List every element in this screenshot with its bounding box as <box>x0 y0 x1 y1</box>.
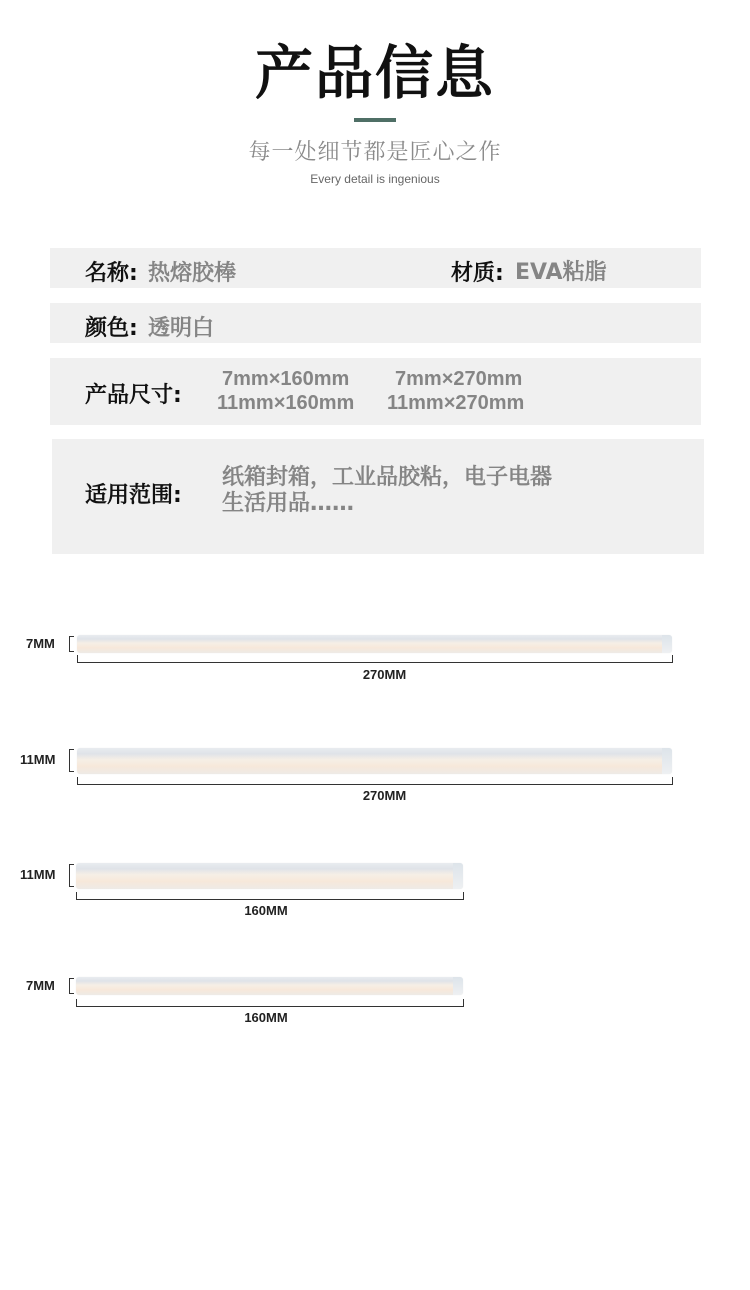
material-value: EVA粘脂 <box>515 260 607 285</box>
diameter-bracket <box>69 978 74 994</box>
length-measure-line <box>77 655 673 663</box>
stick-length-label: 270MM <box>362 667 407 682</box>
length-measure-line <box>77 777 673 785</box>
stick-length-label: 160MM <box>244 1010 288 1025</box>
stick-length-label: 270MM <box>362 788 407 803</box>
stick-diameter-label: 7MM <box>26 636 55 651</box>
stick-diameter-label: 11MM <box>20 867 56 882</box>
size-value: 7mm×270mm <box>395 368 523 390</box>
diameter-bracket <box>69 864 74 887</box>
usage-label: 适用范围: <box>85 483 182 508</box>
glue-stick-image <box>76 977 463 995</box>
name-label: 名称: <box>85 261 138 286</box>
glue-stick-image <box>77 748 672 774</box>
size-value: 7mm×160mm <box>222 368 350 390</box>
glue-stick-image <box>77 635 672 653</box>
length-measure-line <box>76 892 464 900</box>
subtitle-english: Every detail is ingenious <box>310 172 440 186</box>
page-title: 产品信息 <box>254 39 495 107</box>
size-value: 11mm×160mm <box>217 392 355 414</box>
usage-value-line2: 生活用品…… <box>222 491 355 516</box>
subtitle-chinese: 每一处细节都是匠心之作 <box>248 140 502 165</box>
material-label: 材质: <box>451 261 504 286</box>
stick-diameter-label: 11MM <box>20 752 56 767</box>
length-measure-line <box>76 999 464 1007</box>
diameter-bracket <box>69 749 74 772</box>
name-value: 热熔胶棒 <box>148 261 237 286</box>
color-label: 颜色: <box>85 316 138 341</box>
title-underline <box>354 118 396 122</box>
size-value: 11mm×270mm <box>387 392 525 414</box>
color-value: 透明白 <box>148 316 215 341</box>
size-label: 产品尺寸: <box>85 383 182 408</box>
glue-stick-image <box>76 863 463 889</box>
usage-value-line1: 纸箱封箱，工业品胶粘，电子电器 <box>222 465 553 490</box>
stick-diameter-label: 7MM <box>26 978 55 993</box>
diameter-bracket <box>69 636 74 652</box>
stick-length-label: 160MM <box>244 903 288 918</box>
